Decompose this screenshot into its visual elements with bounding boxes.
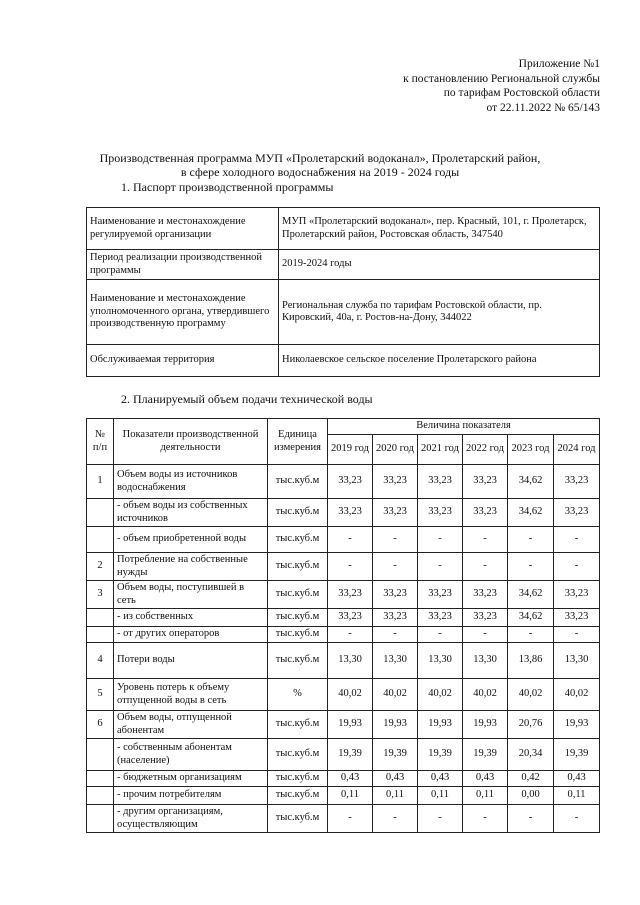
row-value: 33,23: [463, 581, 508, 609]
row-value: 0,43: [463, 771, 508, 787]
row-value: -: [328, 553, 373, 581]
row-unit: тыс.куб.м: [268, 609, 328, 627]
row-num: [87, 627, 114, 643]
row-unit: тыс.куб.м: [268, 581, 328, 609]
table-row: [87, 280, 600, 345]
row-indicator: - прочим потребителям: [114, 787, 268, 805]
volume-table-body: [87, 465, 600, 833]
row-value: -: [328, 805, 373, 833]
row-num: [87, 739, 114, 771]
row-value: -: [554, 627, 600, 643]
table-row: [87, 465, 600, 499]
table-row: [87, 679, 600, 711]
row-indicator: - от других операторов: [114, 627, 268, 643]
row-num: [87, 805, 114, 833]
row-value: 0,00: [508, 787, 554, 805]
row-value: 33,23: [373, 465, 418, 499]
row-unit: тыс.куб.м: [268, 553, 328, 581]
row-value: 19,93: [463, 711, 508, 739]
row-value: 33,23: [554, 581, 600, 609]
passport-label: Период реализации производственной программы: [87, 250, 279, 280]
row-value: 0,43: [328, 771, 373, 787]
col-header-num: № п/п: [87, 419, 114, 465]
header-line: от 22.11.2022 № 65/143: [486, 101, 600, 114]
row-num: [87, 787, 114, 805]
row-indicator: - из собственных: [114, 609, 268, 627]
row-num: [87, 499, 114, 527]
table-row: [87, 627, 600, 643]
row-value: 0,11: [418, 787, 463, 805]
row-value: 40,02: [554, 679, 600, 711]
row-value: 33,23: [463, 609, 508, 627]
row-unit: тыс.куб.м: [268, 787, 328, 805]
passport-value: 2019-2024 годы: [279, 250, 600, 280]
volume-table: [86, 418, 600, 833]
row-unit: тыс.куб.м: [268, 527, 328, 553]
col-header-year: 2019 год: [328, 435, 373, 465]
row-indicator: Уровень потерь к объему отпущенной воды в сеть: [114, 679, 268, 711]
row-value: 34,62: [508, 581, 554, 609]
row-value: 13,30: [373, 643, 418, 679]
row-value: 13,30: [554, 643, 600, 679]
table-row: [87, 643, 600, 679]
row-value: -: [463, 627, 508, 643]
row-value: 20,76: [508, 711, 554, 739]
row-indicator: - собственным абонентам (население): [114, 739, 268, 771]
row-value: 20,34: [508, 739, 554, 771]
row-value: -: [373, 627, 418, 643]
row-num: 5: [87, 679, 114, 711]
title-line: Производственная программа МУП «Пролетарский водоканал», Пролетарский район,: [99, 151, 541, 165]
col-header-year: 2024 год: [554, 435, 600, 465]
passport-label: Обслуживаемая территория: [87, 345, 279, 377]
table-row: [87, 208, 600, 250]
row-value: 13,30: [328, 643, 373, 679]
table-row: [87, 553, 600, 581]
row-value: 40,02: [328, 679, 373, 711]
row-num: 6: [87, 711, 114, 739]
row-value: -: [463, 553, 508, 581]
row-value: -: [328, 527, 373, 553]
row-value: 0,11: [463, 787, 508, 805]
row-value: 19,39: [418, 739, 463, 771]
row-value: 0,43: [554, 771, 600, 787]
row-value: -: [328, 627, 373, 643]
row-unit: тыс.куб.м: [268, 711, 328, 739]
row-value: 13,86: [508, 643, 554, 679]
row-unit: тыс.куб.м: [268, 465, 328, 499]
row-value: 33,23: [418, 581, 463, 609]
row-value: -: [554, 527, 600, 553]
row-indicator: - объем воды из собственных источников: [114, 499, 268, 527]
header-line: по тарифам Ростовской области: [443, 87, 600, 99]
row-value: 19,39: [328, 739, 373, 771]
row-value: 19,93: [373, 711, 418, 739]
col-header-year: 2023 год: [508, 435, 554, 465]
table-row: [87, 581, 600, 609]
row-value: -: [418, 527, 463, 553]
row-num: 3: [87, 581, 114, 609]
row-value: 33,23: [418, 465, 463, 499]
row-value: 0,11: [328, 787, 373, 805]
row-value: 19,93: [328, 711, 373, 739]
row-indicator: Потери воды: [114, 643, 268, 679]
table-row: [87, 805, 600, 833]
row-value: 13,30: [463, 643, 508, 679]
row-indicator: Объем воды, отпущенной абонентам: [114, 711, 268, 739]
row-unit: тыс.куб.м: [268, 771, 328, 787]
passport-value: МУП «Пролетарский водоканал», пер. Красный, 101, г. Пролетарск, Пролетарский район, Ростовская область, 347540: [279, 208, 600, 250]
passport-value: Региональная служба по тарифам Ростовской области, пр. Кировский, 40а, г. Ростов-на-Дону, 344022: [279, 280, 600, 345]
row-value: 33,23: [328, 465, 373, 499]
row-value: 33,23: [373, 581, 418, 609]
title-line: в сфере холодного водоснабжения на 2019 - 2024 годы: [180, 165, 460, 179]
col-header-year: 2022 год: [463, 435, 508, 465]
table-row: [87, 739, 600, 771]
row-value: -: [508, 527, 554, 553]
row-num: 4: [87, 643, 114, 679]
header-line: к постановлению Региональной службы: [403, 72, 600, 85]
table-row: [87, 527, 600, 553]
table-row: [87, 711, 600, 739]
row-value: 34,62: [508, 499, 554, 527]
row-value: 33,23: [554, 609, 600, 627]
header-line: Приложение №1: [518, 58, 600, 70]
passport-label: Наименование и местонахождение регулируемой организации: [87, 208, 279, 250]
row-value: -: [463, 527, 508, 553]
row-value: -: [508, 805, 554, 833]
col-header-value: Величина показателя: [328, 419, 600, 435]
row-unit: %: [268, 679, 328, 711]
section-1-title: 1. Паспорт производственной программы: [121, 180, 334, 194]
row-indicator: - другим организациям, осуществляющим: [114, 805, 268, 833]
row-value: -: [373, 527, 418, 553]
col-header-year: 2021 год: [418, 435, 463, 465]
row-value: 33,23: [328, 581, 373, 609]
document-title: [0, 151, 640, 179]
row-value: 33,23: [463, 499, 508, 527]
row-value: -: [418, 805, 463, 833]
row-value: 0,42: [508, 771, 554, 787]
table-row: [87, 345, 600, 377]
row-value: -: [554, 553, 600, 581]
col-header-indicator: Показатели производственной деятельности: [114, 419, 268, 465]
row-indicator: Объем воды, поступившей в сеть: [114, 581, 268, 609]
row-value: 19,39: [373, 739, 418, 771]
row-value: -: [463, 805, 508, 833]
table-row: [87, 787, 600, 805]
row-value: -: [554, 805, 600, 833]
row-value: 19,39: [554, 739, 600, 771]
row-value: 34,62: [508, 465, 554, 499]
row-value: 19,93: [418, 711, 463, 739]
table-header-row: [87, 419, 600, 435]
row-value: 19,93: [554, 711, 600, 739]
table-row: [87, 250, 600, 280]
row-value: -: [373, 805, 418, 833]
row-indicator: - объем приобретенной воды: [114, 527, 268, 553]
row-value: 33,23: [418, 609, 463, 627]
row-value: -: [508, 553, 554, 581]
row-value: 0,11: [554, 787, 600, 805]
row-unit: тыс.куб.м: [268, 499, 328, 527]
row-value: 40,02: [418, 679, 463, 711]
row-value: 33,23: [554, 499, 600, 527]
row-value: -: [508, 627, 554, 643]
col-header-year: 2020 год: [373, 435, 418, 465]
row-unit: тыс.куб.м: [268, 643, 328, 679]
row-value: -: [373, 553, 418, 581]
section-2-title: 2. Планируемый объем подачи технической воды: [121, 392, 373, 406]
row-value: 40,02: [463, 679, 508, 711]
row-num: [87, 771, 114, 787]
row-indicator: Объем воды из источников водоснабжения: [114, 465, 268, 499]
row-indicator: Потребление на собственные нужды: [114, 553, 268, 581]
row-num: [87, 527, 114, 553]
row-value: 13,30: [418, 643, 463, 679]
row-value: 33,23: [328, 499, 373, 527]
row-value: -: [418, 627, 463, 643]
row-value: 33,23: [373, 499, 418, 527]
row-value: -: [418, 553, 463, 581]
row-value: 40,02: [508, 679, 554, 711]
col-header-unit: Единица измерения: [268, 419, 328, 465]
passport-label: Наименование и местонахождение уполномоченного органа, утвердившего производственную программу: [87, 280, 279, 345]
row-value: 33,23: [463, 465, 508, 499]
row-value: 33,23: [418, 499, 463, 527]
table-row: [87, 771, 600, 787]
row-value: 33,23: [328, 609, 373, 627]
row-num: [87, 609, 114, 627]
row-value: 33,23: [373, 609, 418, 627]
table-row: [87, 499, 600, 527]
passport-value: Николаевское сельское поселение Пролетарского района: [279, 345, 600, 377]
document-header: [403, 57, 600, 115]
row-num: 1: [87, 465, 114, 499]
row-indicator: - бюджетным организациям: [114, 771, 268, 787]
table-row: [87, 609, 600, 627]
row-value: 0,11: [373, 787, 418, 805]
row-value: 33,23: [554, 465, 600, 499]
row-value: 34,62: [508, 609, 554, 627]
row-value: 19,39: [463, 739, 508, 771]
row-value: 0,43: [373, 771, 418, 787]
row-unit: тыс.куб.м: [268, 739, 328, 771]
row-unit: тыс.куб.м: [268, 805, 328, 833]
row-value: 0,43: [418, 771, 463, 787]
passport-table: [86, 207, 600, 377]
row-value: 40,02: [373, 679, 418, 711]
row-unit: тыс.куб.м: [268, 627, 328, 643]
row-num: 2: [87, 553, 114, 581]
